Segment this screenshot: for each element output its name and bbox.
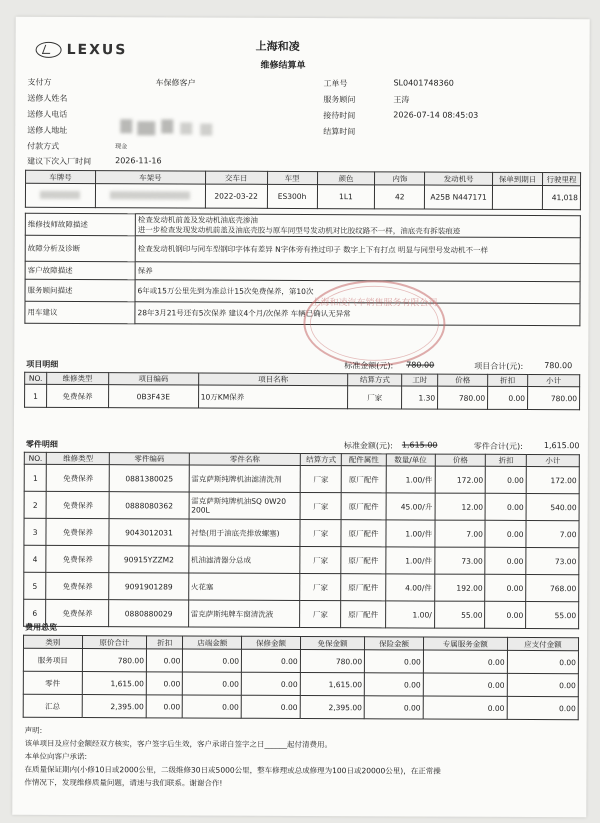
- items-total-label: 项目合计(元):: [474, 361, 524, 371]
- cell: 衬垫(用于油底壳排放螺塞): [189, 519, 301, 546]
- vin-cell: [95, 184, 205, 208]
- cell: 9091901289: [109, 573, 188, 600]
- header-cell: 车型: [267, 171, 317, 184]
- cell: 780.00: [82, 649, 146, 672]
- cell: 原厂配件: [341, 520, 386, 547]
- header-cell: 价格: [435, 454, 486, 466]
- cell: 免费保养: [46, 491, 109, 518]
- vehicle-table: [25, 170, 581, 210]
- header-cell: 零件名称: [189, 453, 301, 465]
- table-row: [24, 491, 579, 520]
- header-cell: 维修类型: [47, 452, 110, 464]
- brand-name: LEXUS: [66, 41, 128, 59]
- fault-row: [25, 213, 580, 237]
- table-row: [24, 464, 579, 493]
- engine-no-cell: A25B N447171: [425, 185, 493, 209]
- cell: 原厂配件: [341, 493, 386, 520]
- cell: 0.00: [423, 696, 507, 719]
- summary-table: [23, 635, 579, 720]
- payer-value: 车保修客户: [155, 78, 196, 88]
- cell: 厂家: [300, 573, 341, 600]
- header-cell: 保修金额: [242, 636, 301, 649]
- cell: 5: [24, 572, 46, 599]
- header-cell: 应支付金额: [507, 637, 578, 650]
- table-row: [24, 545, 579, 574]
- cell: 火花塞: [188, 573, 300, 600]
- table-row: [23, 648, 578, 673]
- color-cell: 1L1: [317, 185, 375, 209]
- cell: 0.00: [507, 673, 578, 696]
- cell: 0.00: [364, 673, 423, 696]
- table-row: [24, 518, 579, 547]
- cell: 0.00: [485, 547, 526, 574]
- header-cell: 行驶里程: [542, 173, 580, 186]
- fault-table: [24, 213, 580, 326]
- cell: 0.00: [241, 672, 300, 695]
- cell: 0.00: [507, 650, 578, 673]
- items-section-title: 项目明细: [26, 359, 59, 369]
- note-line: 声明:: [24, 725, 43, 735]
- redacted-block: [40, 190, 80, 198]
- cell: 0.00: [146, 672, 182, 695]
- cell: 免费保养: [46, 572, 109, 599]
- redacted-block: [137, 121, 155, 135]
- cell: 0.00: [146, 649, 182, 672]
- header-cell: 维修类型: [47, 372, 109, 384]
- settlement-document: [12, 17, 589, 817]
- cell: 9043012031: [109, 519, 188, 546]
- cell: 0.00: [423, 673, 507, 696]
- vehicle-data-row: [25, 183, 580, 209]
- items-table: [24, 372, 580, 410]
- cell: 4: [24, 545, 46, 572]
- cell: 1: [25, 384, 47, 407]
- fault-text: 检查发动机钢印与同车型钢印字体有差异 N字体旁有挫过印子 数字上下有打点 明显与同型号发动机不一样: [135, 236, 580, 264]
- redacted-block: [110, 191, 190, 199]
- header-cell: 车牌号: [26, 170, 96, 183]
- cell: 雷克萨斯纯牌车窗清洗液: [188, 600, 300, 627]
- cell: 0.00: [183, 672, 242, 695]
- work-order-value: SL0401748360: [393, 78, 454, 88]
- fault-label: 服务顾问描述: [25, 279, 135, 301]
- header-cell: 店端金额: [183, 636, 242, 649]
- cell: 172.00: [435, 466, 486, 493]
- items-standard-label: 标准金额(元):: [344, 361, 394, 371]
- parts-table: [23, 452, 580, 629]
- cell: 540.00: [526, 493, 579, 520]
- fault-text: 保养: [135, 262, 580, 282]
- cell: 机油滤清器分总成: [188, 546, 300, 573]
- cell: 厂家: [300, 600, 341, 627]
- cell: 原厂配件: [341, 574, 386, 601]
- cell: 4.00/件: [386, 574, 435, 601]
- parts-section-title: 零件明细: [25, 439, 58, 449]
- cell: 0.00: [485, 493, 526, 520]
- cell: 0B3F43E: [108, 385, 198, 408]
- cell: 0.00: [488, 386, 528, 409]
- sender-name-label: 送修人姓名: [27, 93, 68, 103]
- cell: 0888080362: [109, 492, 188, 519]
- cell: 45.00/升: [386, 493, 435, 520]
- fault-label: 客户故障描述: [25, 261, 135, 279]
- note-line: 作情况下，发现维修质量问题，请速与我们联系。谢谢合作!: [24, 777, 223, 788]
- sender-address-label: 送修人地址: [27, 125, 68, 135]
- cell: 6: [24, 599, 46, 626]
- cell: 1.00/件: [386, 547, 435, 574]
- cell: 172.00: [526, 466, 579, 493]
- fault-row: [25, 261, 580, 281]
- stamp-text: 上海和凌汽车销售服务有限公司: [311, 298, 438, 309]
- cell: 0.00: [183, 695, 242, 718]
- cell: 厂家: [301, 492, 342, 519]
- parts-standard-value: 1,615.00: [401, 440, 438, 450]
- header-cell: 类别: [23, 635, 82, 648]
- next-visit-value: 2026-11-16: [115, 156, 162, 166]
- cell: 免费保养: [47, 464, 110, 491]
- redacted-block: [180, 122, 192, 134]
- mileage-cell: 41,018: [542, 186, 580, 210]
- payment-method-label: 付款方式: [27, 141, 60, 151]
- redacted-block: [161, 119, 173, 133]
- cell: 1.00/: [385, 601, 434, 628]
- header-cell: 配件属性: [341, 454, 386, 466]
- cell: 0.00: [146, 695, 182, 718]
- fault-text: [135, 214, 580, 238]
- redacted-block: [120, 119, 132, 133]
- fault-label: 用车建议: [25, 301, 135, 323]
- header-cell: 车架号: [95, 171, 205, 184]
- cell: 7.00: [435, 520, 486, 547]
- cell: 厂家: [348, 386, 402, 409]
- cell: 90915YZZM2: [109, 546, 188, 573]
- header-cell: 零件编码: [110, 453, 189, 465]
- fault-text: 28年3月21号还有5次保养 建议4个月/次保养 车辆已确认无异常: [135, 302, 580, 326]
- service-advisor-value: 王涛: [393, 95, 410, 105]
- cell: 0.00: [485, 601, 526, 628]
- header-cell: 折扣: [486, 454, 527, 466]
- header-cell: 小计: [526, 454, 579, 466]
- header-cell: 价格: [438, 374, 488, 386]
- items-standard-value: 780.00: [406, 360, 435, 370]
- cell: 1.00/件: [386, 466, 435, 493]
- table-row: [25, 384, 580, 409]
- parts-standard-label: 标准金额(元):: [343, 441, 393, 451]
- cell: 0.00: [507, 696, 578, 719]
- document-title: 维修结算单: [260, 60, 306, 72]
- company-name: 上海和凌: [255, 39, 300, 53]
- cell: 73.00: [526, 547, 579, 574]
- reception-time-label: 接待时间: [323, 111, 356, 121]
- header-cell: 折扣: [147, 636, 183, 649]
- fault-row: [25, 301, 580, 325]
- cell: 1: [24, 464, 46, 491]
- model-cell: ES300h: [267, 184, 317, 208]
- table-row: [24, 599, 579, 628]
- cell: 0.00: [365, 650, 424, 673]
- cell: 0.00: [423, 650, 507, 673]
- header-cell: 原价合计: [82, 636, 146, 649]
- cell: 73.00: [434, 547, 485, 574]
- fault-line: 进一步检查发现发动机前盖及油底壳胶与原车同型号发动机对比胶纹路不一样，油底壳有拆装痕迹: [137, 224, 461, 236]
- header-cell: 小计: [528, 374, 580, 386]
- cell: 1,615.00: [300, 672, 364, 695]
- cell: 0880880029: [109, 600, 188, 627]
- cell: 0.00: [485, 574, 526, 601]
- cell: 0.00: [486, 466, 527, 493]
- header-cell: 颜色: [317, 172, 375, 185]
- header-cell: 保单到期日: [493, 172, 543, 185]
- fault-row: [25, 235, 580, 263]
- cell: 厂家: [301, 465, 342, 492]
- cell: 55.00: [526, 601, 579, 628]
- cell: 服务项目: [23, 648, 82, 671]
- table-row: [23, 694, 578, 719]
- note-line: 该单项目及应付金额经双方核实，客户签字后生效，客户承诺自签字之日______起付清费用。: [24, 738, 333, 750]
- header-cell: 内饰: [375, 172, 425, 185]
- header-cell: 结算方式: [301, 453, 342, 465]
- cell: 0.00: [241, 649, 300, 672]
- cell: 0.00: [183, 649, 242, 672]
- parts-total-value: 1,615.00: [543, 441, 580, 451]
- table-row: [23, 671, 578, 696]
- header-cell: 项目编码: [108, 373, 198, 385]
- cell: 780.00: [300, 649, 364, 672]
- fault-line: 检查发动机前盖及发动机油底壳渗油: [137, 214, 258, 225]
- redacted-block: [200, 124, 212, 136]
- cell: 12.00: [435, 493, 486, 520]
- cell: 汇总: [23, 694, 82, 717]
- header-cell: 折扣: [488, 374, 528, 386]
- cell: 零件: [23, 671, 82, 694]
- cell: 免费保养: [47, 384, 109, 407]
- header-cell: 保险金额: [365, 637, 424, 650]
- cell: 免费保养: [46, 518, 109, 545]
- note-line: 本单位向客户承诺:: [24, 751, 88, 762]
- service-advisor-label: 服务顾问: [323, 95, 356, 105]
- header-cell: 专属服务金额: [423, 637, 507, 650]
- payer-label: 支付方: [27, 77, 52, 87]
- cell: 厂家: [300, 519, 341, 546]
- cell: 55.00: [434, 601, 485, 628]
- payment-method-value: 现金: [115, 143, 128, 151]
- cell: 3: [24, 518, 46, 545]
- plate-cell: [25, 183, 95, 207]
- cell: 雷克萨斯纯牌机油SQ 0W20 200L: [189, 492, 301, 519]
- cell: 厂家: [300, 546, 341, 573]
- fault-row: [25, 279, 580, 303]
- next-visit-label: 建议下次入厂时间: [27, 156, 92, 167]
- header-cell: 发动机号: [425, 172, 493, 185]
- cell: 原厂配件: [341, 547, 386, 574]
- policy-expiry-cell: [493, 185, 543, 209]
- cell: 免费保养: [46, 599, 109, 626]
- items-total-value: 780.00: [544, 361, 573, 371]
- cell: 1.00/件: [386, 520, 435, 547]
- cell: 0.00: [364, 696, 423, 719]
- header-cell: 工时: [402, 374, 438, 386]
- note-line: 在质量保证期内(小修10日或2000公里，二级维修30日或5000公里，整车修理或总成修理为100日或20000公里)，在正常操: [24, 764, 441, 776]
- cell: 2: [24, 491, 46, 518]
- parts-total-label: 零件合计(元):: [473, 441, 523, 451]
- lexus-logo: [36, 42, 128, 58]
- header-cell: 交车日: [205, 171, 267, 184]
- header-cell: 项目名称: [198, 373, 348, 386]
- header-cell: NO.: [24, 452, 46, 464]
- fault-label: 维修技师故障描述: [25, 213, 135, 235]
- sender-phone-label: 送修人电话: [27, 109, 68, 119]
- header-cell: 免保金额: [300, 636, 364, 649]
- fault-text: 6年或15万公里先到为准总计15次免费保养，第10次: [135, 280, 580, 304]
- reception-time-value: 2026-07-14 08:45:03: [393, 110, 479, 120]
- cell: 192.00: [434, 574, 485, 601]
- cell: 2,395.00: [82, 695, 146, 718]
- cell: 原厂配件: [341, 466, 386, 493]
- cell: 原厂配件: [341, 601, 386, 628]
- cell: 780.00: [438, 386, 488, 409]
- cell: 780.00: [528, 386, 580, 409]
- cell: 雷克萨斯纯牌机油滤清洗剂: [189, 465, 301, 492]
- header-cell: NO.: [25, 372, 47, 384]
- cell: 0881380025: [110, 465, 189, 492]
- interior-cell: 42: [375, 185, 425, 209]
- cell: 2,395.00: [300, 695, 364, 718]
- delivery-date-cell: 2022-03-22: [205, 184, 267, 208]
- header-cell: 数量/单位: [386, 454, 435, 466]
- cell: 0.00: [485, 520, 526, 547]
- settlement-time-label: 结算时间: [323, 127, 356, 137]
- cell: 768.00: [526, 574, 579, 601]
- cell: 10万KM保养: [198, 385, 348, 409]
- table-row: [24, 572, 579, 601]
- cell: 免费保养: [46, 545, 109, 572]
- lexus-emblem-icon: [36, 42, 62, 58]
- work-order-label: 工单号: [323, 79, 348, 89]
- cell: 0.00: [241, 695, 300, 718]
- header-cell: 结算方式: [348, 374, 402, 386]
- summary-section-title: 费用总览: [25, 622, 58, 632]
- cell: 1.30: [402, 386, 438, 409]
- cell: 1,615.00: [82, 672, 146, 695]
- fault-label: 故障分析及诊断: [25, 235, 135, 261]
- cell: 7.00: [526, 520, 579, 547]
